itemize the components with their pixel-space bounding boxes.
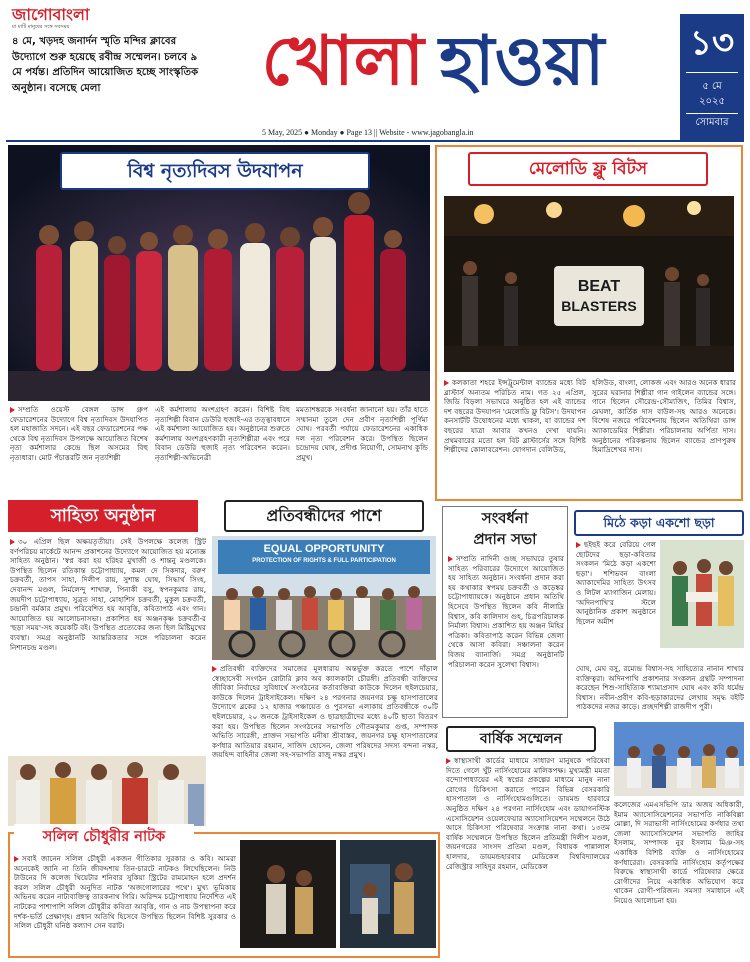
bullet-icon <box>10 539 15 545</box>
teaser-text: ৪ মে, খড়দহ জনার্দন স্মৃতি মন্দির ক্লাবের উদ্যোগে শুরু হয়েছে রবীন্দ্র সম্মেলন। চলবে ৯ মে পর্যন্ত। প্রতিদিন আয়োজিত হচ্ছে সাংস্কৃতিক অনুষ্ঠান। বসেছে মেলা <box>12 36 199 94</box>
rhymes-photo <box>660 540 744 648</box>
disabled-heading: প্রতিবন্ধীদের পাশে <box>266 506 382 525</box>
bullet-icon <box>444 380 449 386</box>
rhymes-body: ঘোষ, মেঘ বসু, রম্যেন্দ্র বিশ্বাস-সহ সাহিত্যের নানান শাখার ব্যক্তিত্বরা। অদিনপাখি প্রকাশনার সংকলন গ্রন্থটি সম্পাদনা করেছেন শিশু-সাহিত্যিক শ্যামাপ্রসাদ ঘোষ এবং কবি ধর্মেন্দ্র বিশ্বাস। নবীন-প্রবীণ কবি-ছড়াকারদের লেখায় সমৃদ্ধ বইটি পাঠকদের নজর কাড়ে। প্রচ্ছদশিল্পী রাজদীপ পুরী। <box>576 664 744 712</box>
date-bn: ৫ মে <box>702 81 722 92</box>
bullet-icon <box>14 856 19 862</box>
page-number: ১৩ <box>689 23 735 63</box>
bullet-icon <box>212 666 217 672</box>
band-sign-line1: BEAT <box>577 278 621 295</box>
bullet-icon <box>448 556 453 562</box>
dance-col-3: মমতাশঙ্করকে সংবর্ধনা জানানো হয়। তাঁর হাতে সম্মানমা তুলে দেন প্রবীণ নৃত্যশিল্পী পূর্ণিমা ঘোষ। পরবর্তী পর্যায়ে ফেডারেশনের একাধিক দল নৃত্য পরিবেশন করে। উপস্থিত ছিলেন চন্দ্রোদয় ঘোষ, প্রদীপ্ত নিয়োগী, সোমনাথ কুন্ডি প্রমুখ। <box>296 405 428 462</box>
sahitya-body: ৩০ এপ্রিল ছিল অক্ষয়তৃতীয়া। সেই উপলক্ষে কলেজ স্ট্রিট বর্ণপরিচয় মার্কেটে আনন্দ প্রকাশনের উদ্যোগে আয়োজিত হয় মনোজ্ঞ সাহিত্য অনুষ্ঠান। 'স্বপ্ন করা হয় হরিহর মুখার্জী ও শান্তনু মণ্ডলকে। উপস্থিত ছিলেন রতিকান্ত চট্টোপাধ্যায়, কমল দে সিকদার, বরুণ চক্রবর্তী, তাপস সাহা, দিলীপ রায়, সুশান্ত ঘোষ, সিদ্ধার্থ সিংহ, দেবানন্দ মণ্ডল, নির্মলেন্দু শাখারু, পিনাকী বসু, স্বপনকুমার রায়, জয়দীপ চট্টোপাধ্যায়, সুব্রত সাহা, মোহাশিস চক্রবর্তী, মুকুল চক্রবর্তী, চন্দ্রানী বর্মকার প্রমুখ। পরিবেশিত হয় আবৃত্তি, কবিতাপাঠ এবং গান। আয়োজিত হয় আলোচনাসভা। প্রকাশিত হয় অঞ্জনকৃষ্ণ চক্রবর্তী-র 'ছড়া সময়'-সহ কয়েকটি বই। উপস্থিত প্রত্যেকের জন্য ছিল মিষ্টিমুখের ব্যবস্থা। সমগ্র অনুষ্ঠানটি আন্তরিকতার সঙ্গে পরিচালনা করেন নিশানচন্দ্র মণ্ডল। <box>10 537 206 652</box>
bullet-icon <box>576 542 581 548</box>
band-sign-line2: BLASTERS <box>561 298 637 314</box>
bullet-icon <box>10 407 15 413</box>
natak-body: সবাই জানেন সলিল চৌধুরী একজন গীতিকার সুরকার ও কবি। আমরা অনেকেই জানি না তিনি জীবদ্দশায় তিন-চারটে নাটকও লিখেছিলেন। নিউ টাউনের দি কলেজ থিয়েটার শনিবার সুকিয়া স্ট্রিটের রামমোহন হলে প্রদর্শন করল সলিল চৌধুরী অনুদিত নাটক 'অজগোলারের পথে'। মুখ্য ভূমিকায় অভিনয় করেন নাট্যব্যক্তিত্ব তারকনাথ গিরি। অরিন্দম চট্টোপাধ্যায় নির্দেশিত এই নাটকের পাশাপাশি সলিল চৌধুরীর কবিতা আবৃত্তি, গান ও নাচ উপস্থাপনা করে দর্শক-ভর্তি প্রেক্ষাগৃহ। প্রধান অতিথি হিসেবে উপস্থিত ছিলেন বিশিষ্ট সুরকার ও সলিল চৌধুরী ঘনিষ্ঠ কল্যাণ সেন বরাট। <box>14 854 236 931</box>
natak-photo-1 <box>240 840 336 948</box>
honour-body: সম্প্রতি নাদিনী গুচ্ছ সভাঘরে তুষার সাহিত্য পরিবারের উদ্যোগে আয়োজিত হয় সাহিত্য অনুষ্ঠান। সংবর্ধনা প্রদান করা হয় কথাকার স্বপময় চক্রবর্তী ও কড়েঙ্কর চট্টোপাধ্যায়কে। অনুষ্ঠানে প্রধান অতিথি হিসেবে উপস্থিত ছিলেন কবি নীলাদ্রি বিশ্বাস, কবি কালিদাস গুহ, চিত্রপরিচালক নির্মাল্য বিশ্বাস। প্রকাশিত হয় অঞ্জন মিহির পত্রিকা। কবিতাপাঠ করেন বিভিন্ন জেলা থেকে আসা কবিরা। সঞ্চালনা করেন বিজয় ব্যানার্জি। সমগ্র অনুষ্ঠানটি পরিচালনা করেন সুলেখা বিশ্বাস। <box>448 554 564 669</box>
dance-col-1: সম্প্রতি ওয়েস্ট বেঙ্গল ডান্স গ্রুপ ফেডারেশনের উদ্যোগে বিশ্ব নৃত্যদিবস উদযাপিত হল মহাজাতি সদনে। এই বছর ফেডারেশনের পক্ষ থেকে বিশ্ব নৃত্যদিবস উপলক্ষে আয়োজিত বিশেষ নৃত্য কর্মশালার কেন্দ্রে ছিল অসমের বিহু নৃত্যধারা। মোট পঁচাত্তরটি জন নৃত্যশিল্পী <box>10 405 148 462</box>
page-number-box <box>680 14 744 140</box>
melody-photo <box>444 196 734 372</box>
masthead <box>0 0 750 140</box>
honour-heading-line2: প্রদান সভা <box>473 530 537 548</box>
paper-logo: জাগোবাংলা মা মাটি মানুষের সঙ্গে সবসময় <box>12 5 90 30</box>
annual-body: স্বাস্থ্যসাথী কার্ডের মাধ্যমে সাধারণ মানুষকে পরিষেবা দিতে গেলে খুঁট নার্সিংহোমের মালিকপক্ষ। মুখ্যমন্ত্রী মমতা বন্দ্যোপাধ্যায়ের এই স্বপ্নের প্রকল্পের মাধ্যমে মানুষ নানা রোগের চিকিৎসা করাতে পারেন বিভিন্ন বেসরকারি হাসপাতাল ও নার্সিংহোমগুলিতে। ডায়মন্ড হারবারে অনুষ্ঠিত দক্ষিণ ২৪ পরগনা নার্সিংহোম এবং ডায়াগনস্টিক এসোসিয়েশন ওয়েলফেয়ার অ্যাসোসিয়েশন সম্মেলনে উঠে আসে চিকিৎসা পরিষেবার সংক্রান্ত নানা কথা। ১৩তম বার্ষিক সম্মেলনে উপস্থিত ছিলেন প্রতিমন্ত্রী দিলীপ মণ্ডল, জয়নগরের সাংসদ প্রতিমা মণ্ডল, বিধায়ক পান্নালাল হালদার, ডায়মন্ডহারবার মেডিকেল বিশ্ববিদ্যালয়ের রেজিস্ট্রার সাহিদুর রহমান, মেডিকেল <box>446 756 610 871</box>
disabled-banner-line2: PROTECTION OF RIGHTS & FULL PARTICIPATION <box>252 558 396 564</box>
bullet-icon <box>446 758 451 764</box>
natak-heading: সলিল চৌধুরীর নাটক <box>42 829 166 845</box>
section-title <box>198 12 668 112</box>
top-rule <box>6 140 744 142</box>
dance-col-2: এই কর্মশালায় অংশগ্রহণ করেন। বিশিষ্ট বিহু নৃত্যশিল্পী বিবান ডেউরি হুজাই-এর তত্ত্বাবধানে এই কর্মশালা আয়োজিত হয়। অনুষ্ঠানের শুরুতে কর্মশালায় অংশগ্রহণকারী নৃত্যশিল্পীরা এবং পরে বিবান ডেউরি হুজাই নৃত্য পরিবেশন করেন। নৃত্যশিল্পী-অভিনেত্রী <box>155 405 290 462</box>
sahitya-heading: সাহিত্য অনুষ্ঠান <box>50 506 156 526</box>
annual-heading: বার্ষিক সম্মেলন <box>479 731 563 747</box>
section-title-part2: হাওয়া <box>439 22 605 101</box>
melody-heading: মেলোডি ফ্লু বিটস <box>528 159 648 179</box>
sahitya-photo <box>8 756 206 826</box>
natak-photo-2 <box>340 840 436 948</box>
day-bn: সোমবার <box>695 117 729 128</box>
annual-col-2: কলেজের এমএসভিপি ডাঃ অজয় অধিকারী, ইমাম অ্যাসোসিয়েশনের সভাপতি নাকিবিল্লা মোল্লা, দি সরাভাসী নার্সিংহোমের কর্ণধার তথা জেলা অ্যাসোসিয়েশন সভাপতি জাহির ইসলাম, সম্পাদক নুর ইসলাম মিঞ-সহ একাধিক বিশিষ্ট ব্যক্তি ও নার্সিংহোমের কর্ণধারেরা। বেসরকারি নার্সিংহোম কর্তৃপক্ষের বিরুদ্ধে স্বাস্থ্যসাথী কার্ডে পরিষেবার ক্ষেত্রে রোগীদের নিয়ে একাধিক অভিযোগ করে থাকেন রোগী-পরিজন। সমস্যা সমাধানে এই নিয়েও আলোচনা হয়। <box>614 800 744 905</box>
disabled-body: প্রতিবন্ধী ব্যক্তিদের সমাজের মূলধারায় অন্তর্ভুক্ত করতে পাশে দাঁড়াল স্বেচ্ছাসেবী সংগঠন রোটারি ক্লাব অব ক্যালকাটা চৌরঙ্গী। প্রতিবন্ধী ব্যক্তিদের জীবিকা নির্বাহের সুবিধার্থে সংগঠনের কর্তাব্যক্তিরা কাউকে দিলেন হুইলচেয়ার, কাউকে দিলেন ট্রাইসাইকেল। দক্ষিণ ২৪ পরগনার জয়নগর চক্ষু হাসপাতালের উদ্যোগে ব্লকের ১২ হাজার পঞ্চায়েত ও পুরসভা এলাকায় প্রতিবন্ধীকে ৩০টি হুইলচেয়ার, ২০ জনকে ট্রাইসাইকেল ও ছাত্রছাত্রীদের মধ্যে ৪০টি ছাতা বিতরণ করা হয়। উপস্থিত ছিলেন সংগঠনের সভাপতি গৌতমকুমার গুপ্ত, সম্পাদক অভিতি সারেঙ্গী, প্রাক্তন সভাপতি মনীষা শ্রীবাস্তব, জয়নগর চক্ষু হাসপাতালের কর্ণধার আতিয়ার রহমান, সাজিদ হোসেন, জেলা পরিষদের সদস্য বন্দনা নস্কর, জয়হিন্দ বাহিনীর জেলা সহ-সভাপতি রাজু নস্কর প্রমুখ। <box>212 664 438 760</box>
year-bn: ২০২৫ <box>699 96 725 107</box>
dance-heading: বিশ্ব নৃত্যদিবস উদযাপন <box>127 160 303 182</box>
dateline: 5 May, 2025 ● Monday ● Page 13 || Website - www.jagobangla.in <box>262 128 474 137</box>
melody-col-1: কলকাতা শহরে ইন্সট্রুমেন্টাল ব্যান্ডের মধ্যে বিট ব্লাস্টার্স অন্যতম পরিচিত নাম। গত ২৫ এপ্রিল, জিডি বিড়লা সভাঘরে অনুষ্ঠিত হল এই ব্যান্ডের দশ বছরের উদযাপন 'মেলোডি ফ্লু বিটস'। উদযাপন কনসার্টটি উদ্বোধনের মধ্যে থাকল, যা ব্যান্ডের দশ বছরের যাত্রা আবার কখনও দেখা যায়নি। প্রথমবারের মতো হল বিট ব্লাস্টার্সের সঙ্গে বিশিষ্ট শিল্পীদের কোলাবরেশন। যোগদান বেলিউড, <box>444 378 586 455</box>
rhymes-heading: মিঠে কড়া একশো ছড়া <box>603 515 715 530</box>
disabled-banner-line1: EQUAL OPPORTUNITY <box>263 543 385 555</box>
honour-heading-line1: সংবর্ধনা <box>481 509 529 527</box>
section-title-part1: খোলা <box>261 22 424 101</box>
rhymes-col-1: ছইছই করে বেরিয়ে গেল ছোটদের ছড়া-কবিতার সংকলন 'মিঠে কড়া একশো ছড়া'। শশিভবন বাংলা অ্যাকাদেমির সাহিত্য উৎসব ও লিটল ম্যাগাজিন মেলায়। 'অদিনপাখি'র স্টলে আনুষ্ঠানিক প্রকাশ অনুষ্ঠানে ছিলেন অমীশ <box>576 540 656 626</box>
melody-col-2: হলিউড, বাংলা, লোকজ এবং আরও অনেক ধারার সুরের ঘরানার শিল্পীরা গান গাইলেন ব্যান্ডের সঙ্গে। গানে ছিলেন সৌরেন্দ্র-সৌম্যজিৎ, তিমির বিশ্বাস, মেঘলা, কার্তিক দাস বাউল-সহ আরও অনেকে। বিশেষ নজরে পরিবেশনায় ছিলেন অতিথিরা ডান্স অ্যাকাডেমির শিল্পীরা। পরিচালনায় অর্পিতা দাস। অনুষ্ঠানের পরিকল্পনায় ছিলেন ব্যান্ডের প্রাণপুরুষ হিমাদ্রিশেখর দাস। <box>592 378 736 455</box>
annual-photo <box>614 722 744 796</box>
